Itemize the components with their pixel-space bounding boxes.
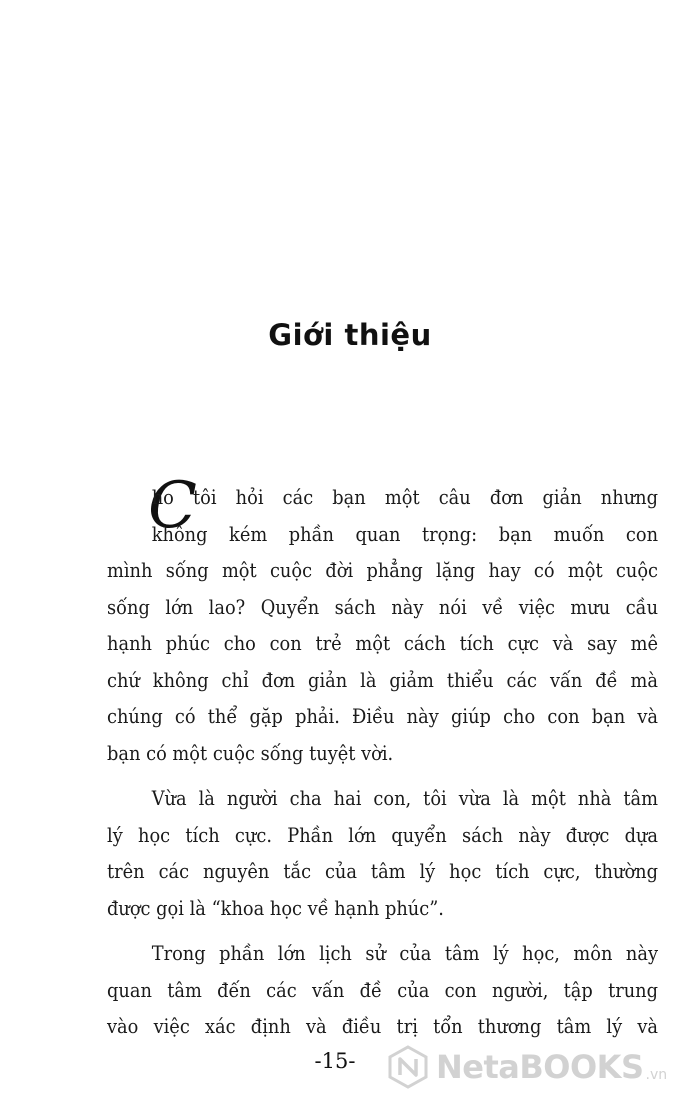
paragraph-2: [107, 781, 658, 927]
text-line: chúng có thể gặp phải. Điều này giúp cho con bạn và: [107, 705, 659, 728]
text-line: quan tâm đến các vấn đề của con người, tập trung: [107, 978, 659, 1002]
paragraph-3: [107, 936, 658, 1046]
text-line: trên các nguyên tắc của tâm lý học tích cực, thường: [107, 860, 659, 883]
paragraph-1: [107, 480, 658, 772]
text-line: lý học tích cực. Phần lớn quyển sách này được dựa: [107, 823, 659, 847]
text-line: Vừa là người cha hai con, tôi vừa là một nhà tâm: [151, 787, 659, 810]
dropcap-letter: C: [148, 469, 197, 543]
text-line: chứ không chỉ đơn giản là giảm thiểu các vấn đề mà: [107, 668, 659, 692]
netabooks-logo-icon: [386, 1045, 430, 1089]
text-line: không kém phần quan trọng: bạn muốn con: [151, 522, 659, 546]
text-line: mình sống một cuộc đời phẳng lặng hay có một cuộc: [107, 559, 659, 582]
chapter-title: Giới thiệu: [268, 318, 432, 352]
watermark-brand: NetaBOOKS: [436, 1048, 644, 1086]
text-line: bạn có một cuộc sống tuyệt vời.: [107, 741, 394, 765]
body-text: [107, 480, 658, 1055]
watermark-suffix: .vn: [645, 1067, 668, 1083]
text-line: vào việc xác định và điều trị tổn thương tâm lý và: [107, 1015, 659, 1038]
watermark: [386, 1045, 667, 1089]
text-line: sống lớn lao? Quyển sách này nói về việc mưu cầu: [107, 595, 659, 619]
text-line: được gọi là “khoa học về hạnh phúc”.: [107, 896, 444, 920]
page-number: -15-: [314, 1049, 356, 1073]
text-line: hạnh phúc cho con trẻ một cách tích cực và say mê: [107, 632, 659, 655]
text-line: Trong phần lớn lịch sử của tâm lý học, môn này: [151, 942, 659, 965]
text-line: ho tôi hỏi các bạn một câu đơn giản nhưng: [151, 486, 659, 509]
